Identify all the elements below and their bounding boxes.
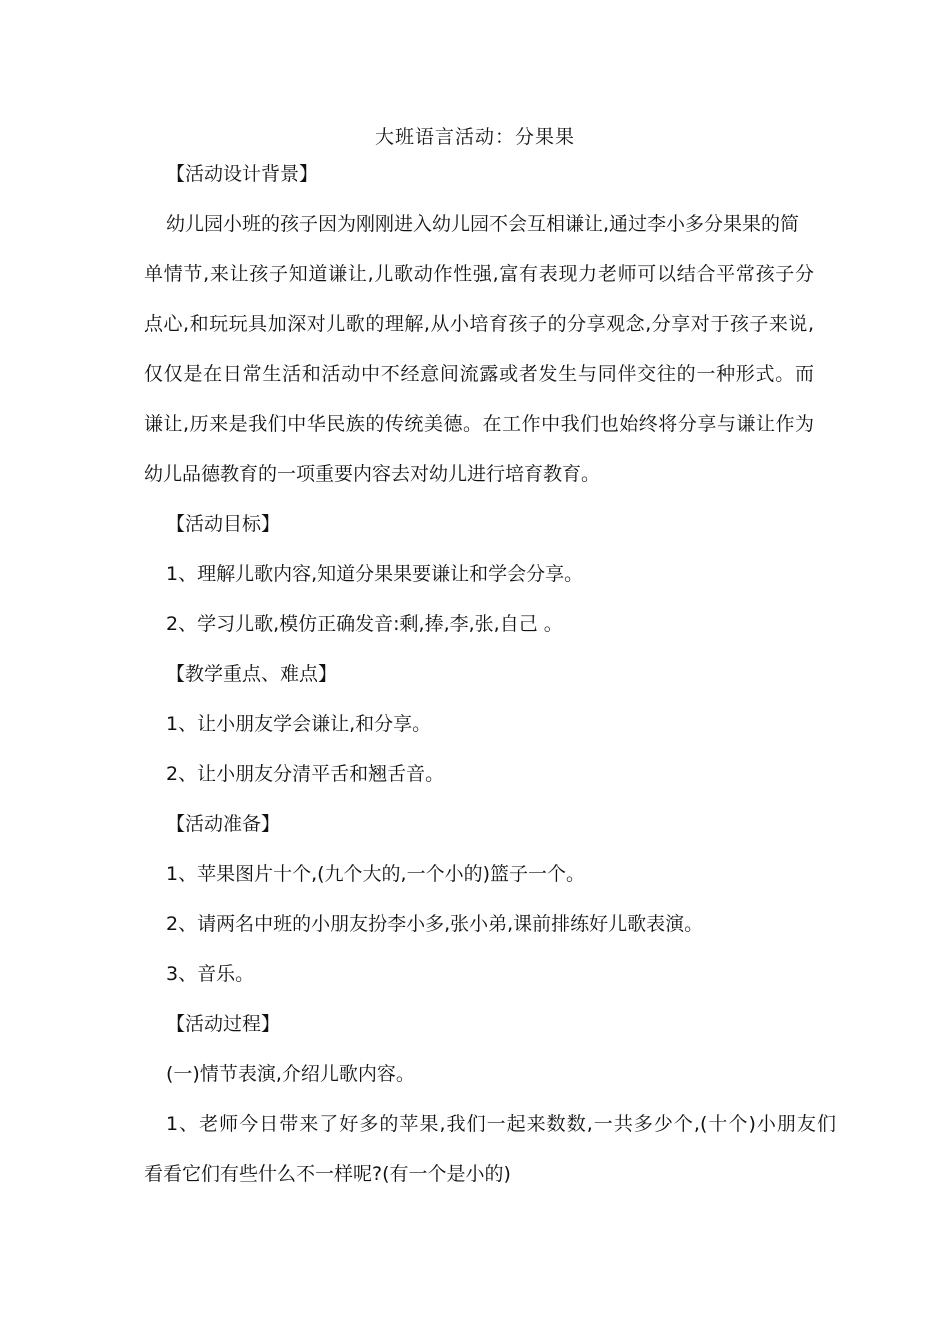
list-item: 2、请两名中班的小朋友扮李小多,张小弟,课前排练好儿歌表演。 <box>166 913 704 935</box>
list-item: 1、理解儿歌内容,知道分果果要谦让和学会分享。 <box>166 563 584 585</box>
section-heading-key-points: 【教学重点、难点】 <box>166 663 338 685</box>
subsection-heading: (一)情节表演,介绍儿歌内容。 <box>166 1063 415 1085</box>
list-item: 2、让小朋友分清平舌和翘舌音。 <box>166 763 445 785</box>
section-heading-process: 【活动过程】 <box>166 1013 281 1035</box>
paragraph-line: 仅仅是在日常生活和活动中不经意间流露或者发生与同伴交往的一种形式。而 <box>144 363 814 385</box>
paragraph-line: 幼儿园小班的孩子因为刚刚进入幼儿园不会互相谦让,通过李小多分果果的简 <box>166 213 800 235</box>
document-title: 大班语言活动：分果果 <box>374 126 575 148</box>
section-heading-background: 【活动设计背景】 <box>166 163 319 185</box>
paragraph-line: 幼儿品德教育的一项重要内容去对幼儿进行培育教育。 <box>144 463 601 485</box>
paragraph-line: 单情节,来让孩子知道谦让,儿歌动作性强,富有表现力老师可以结合平常孩子分 <box>144 263 814 285</box>
list-item: 3、音乐。 <box>166 963 255 985</box>
list-item: 1、苹果图片十个,(九个大的,一个小的)篮子一个。 <box>166 863 585 885</box>
paragraph-line: 谦让,历来是我们中华民族的传统美德。在工作中我们也始终将分享与谦让作为 <box>144 413 814 435</box>
section-heading-preparation: 【活动准备】 <box>166 813 281 835</box>
list-item: 1、让小朋友学会谦让,和分享。 <box>166 713 432 735</box>
paragraph-line: 看看它们有些什么不一样呢?(有一个是小的) <box>144 1163 511 1185</box>
paragraph-line: 1、老师今日带来了好多的苹果,我们一起来数数,一共多少个,(十个)小朋友们 <box>166 1113 836 1135</box>
section-heading-goals: 【活动目标】 <box>166 513 281 535</box>
paragraph-line: 点心,和玩玩具加深对儿歌的理解,从小培育孩子的分享观念,分享对于孩子来说, <box>144 313 814 335</box>
list-item: 2、学习儿歌,模仿正确发音:剩,捧,李,张,自己 。 <box>166 613 563 635</box>
